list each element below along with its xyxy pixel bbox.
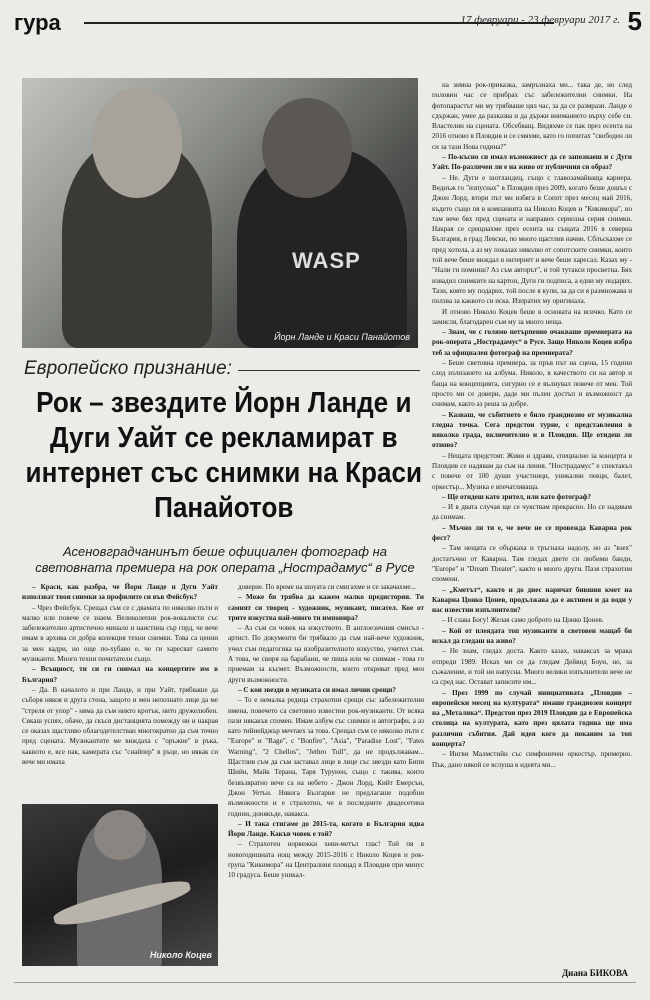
page-number: 5 xyxy=(627,6,642,36)
text-column-3 xyxy=(432,80,632,960)
interview-answer: – Да. В началото и при Ланде, и при Уайт, трябваше да съборя някоя и друга стена, защото и мен непознато лице да ме "стреля от упор" - няма да съм никто кротък, нито дружелюбен. Сякаш успях, обаче, да скъся дистанцията помежду ни и накрая се оказах щастливо облагодетелстван многократно да съм точно пред сцената. Музикантите ме виждаха с "оръжие" в ръка, каквото е, все пак, камерата със "снайпер" в ръце, но някак си вече ми имаха xyxy=(22,685,218,767)
interview-question: – С кои звезди в музиката си имал лични срещи? xyxy=(238,685,396,694)
interview-question: – И така стигаме до 2015-та, когато в България идва Йорн Ланде. Какъв човек е той? xyxy=(228,819,424,839)
interview-question: – Може би трябва да кажем малко предистория. Ти самият си творец - художник, музикант, писател. Кое от трите изкуства най-много ти импонира? xyxy=(228,593,424,622)
guitarist-head xyxy=(94,810,146,860)
interview-answer: – Беше световна премиера, за пръв път на сцена, 15 години след излизането на албума. Николо, в качеството си на автор и баща на концепцията, сигурно се е вълнувал повече от мен. Той просто ми се довери, даде ми пълен достъп и възможност да снимам, както аз реша за добре. xyxy=(432,359,632,409)
interview-question: – Всъщност, ти си ги снимал на концертите им в България? xyxy=(22,665,218,684)
interview-answer: – То е немалка редица страхотни срещи със забележителни имена, повечето са световно известни рок-музиканти. От всяка пази някакъв спомен. Имам албум със снимки и автографи, а аз като тийнейджър мечтаех за това. Срещал съм се няколко пъти с "Europe" и "Rage", с "Bonfire", "Asia", "Paradise Lost", "Fates Warning", "2 Chellos", "Jethro Tull", да не продължавам... Щастлив съм да съм заставал лице в лице със звезди като Бипи Шийн, Майк Терана, Таря Турунен, също с такива, които безвъзвратно вече са на небето - Джон Лорд, Кийт Емерсън, Джон Уетън. Някога България не предлагаше подобни възможности и е страхотно, че в последните двадесетина години, донякъде, навакса. xyxy=(228,696,424,818)
interview-question: – По-късно си имал възможност да се запознаеш и с Дуги Уайт. По-различен ли е на живо от публичния си образ? xyxy=(432,153,632,172)
interview-answer: – Страхотен норвежки хеви-метъл глас! Той пя в новогодишната нощ между 2015-2016 с Николо Коцев и рок-група "Кикимора" на Централния площад в Пловдив при минус 10 градуса. Беше уникал- xyxy=(228,840,424,880)
interview-question: – Казваш, че събитието е било грандиозно от музикална гледна точка. Сега предстои турне, с представления в няколко града, включително и в Пловдив. Ще отидеш ли отново? xyxy=(432,410,632,450)
bottom-photo xyxy=(22,804,218,966)
interview-answer: – Там нещата се объркаха и тръгнаха надолу, но аз "взех" достатъчно от Каварна. Там гледах двете си любими банди, "Europe" и "Dream Theater", както и много други. Пазя страхотни спомени. xyxy=(432,544,632,584)
interview-question: – Краси, как разбра, че Йорн Ланде и Дуги Уайт използват твои снимки за профилите си във Фейсбук? xyxy=(22,583,218,602)
article-kicker: Европейско признание: xyxy=(24,358,232,379)
interview-answer: И отново Николо Коцев беше в основата на всичко. Като се замисля, благодарен съм му за много неща. xyxy=(432,307,632,326)
interview-question: – Мъчно ли ти е, че вече не се провежда Каварна рок фест? xyxy=(432,523,632,543)
interview-answer: – Ингви Малмстийн със симфоничен оркестър, примерно. Пък, дано някой се вслуша в идеята ми... xyxy=(432,750,632,769)
section-name: гура xyxy=(14,10,61,35)
interview-question: – „Кметът“, както и до днес наричат бившия кмет на Каварна Цонко Цонев, продължава да е активен и да води у нас известни изпълнители? xyxy=(432,585,632,615)
interview-answer: на зимна рок-приказка, замръзнаха ми... така де, но след половин час се прибрах със забележителни снимки. На фотопарастът ми му трябваше цял час, за да се размрази. Ланде е сдържан, умее да разказва и да държи вниманието върху себе си. Властелин на сцената. Обсебващ. Видяхме се пак през есента на 2016 отново в Пловдив и се смяхме, като го попитах "свободен ли си за тази Нова година?" xyxy=(432,81,632,151)
interview-answer: – Чрез Фейсбук. Срещал съм се с двамата по няколко пъти и малко или повече се знаем. Великолепни рок-вокалисти със забележително артистично минало и наистина сър горд, че вече имам в архива си добра колекция техни снимки. Това са ценни за мен кадри, но още по-хубаво е, че ги харесват самите музиканти. Много техни почитатели също. xyxy=(22,603,218,664)
kicker-rule xyxy=(238,370,420,371)
issue-dates: 17 февруари - 23 февруари 2017 г. xyxy=(460,14,620,26)
interview-answer: – Аз съм си човек на изкуството. В англоезичния смисъл - артист. По документи би трябвало да съм най-вече художник, учил съм педагогика на изобразителното изкуство, учител съм. А това, че свиря на барабани, че пиша или че снимам - това го приемам за късмет. Възможности, които откриват пред мен други възможности. xyxy=(228,624,424,684)
text-column-1 xyxy=(22,582,218,800)
photo-figure-left-head xyxy=(92,88,182,198)
article-headline: Рок – звездите Йорн Ланде и Дуги Уайт се рекламират в интернет със снимки на Краси Панайотов xyxy=(25,387,423,524)
text-column-2 xyxy=(228,582,424,970)
interview-answer: доверие. По време на шоуата си смигахме и се закачахме... xyxy=(238,583,416,591)
article-subheadline: Асеновградчанинът беше официален фотограф на световната премиера на рок операта „Нострадамус“ в Русе xyxy=(35,544,415,575)
interview-question: – Знам, че с голямо нетърпение очакваше премиерата на рок-операта „Нострадамус“ в Русе. Защо Николо Коцев избра теб за официален фотограф на премиерата? xyxy=(432,328,632,357)
page-header xyxy=(0,0,650,40)
interview-answer: – И в двата случая ще се чувствам прекрасно. Но се надявам да снимам. xyxy=(432,503,632,522)
shirt-print: WASP xyxy=(292,248,361,273)
interview-question: – През 1999 по случай инициативата „Пловдив – европейски месец на културата“ имаше грандиозен концерт на „Металика“. Предстои през 2019 Пловдив да е Европейска столица на културата, като през цялата година ще има различни събития. Дай идея кого да поканим за топ концерта? xyxy=(432,688,632,748)
article-author: Диана БИКОВА xyxy=(561,968,628,978)
photo-figure-right-head xyxy=(262,98,352,198)
interview-answer: – Не. Дуги е шотландец, също с главозамайваща кариера. Веднъж го "изпуснах" в Пловдив през 2009, когато беше дошъл с Джон Лорд, втори път ми избяга в Сопот през месец май 2016, където също пя в компанията на Николо Коцев и "Кикимора", но там вече бях пред сцената и направих сериозна серия снимки. Накрая се срещнахме през есента на същата 2016 в северна България, в град Левски, по много щастлив начин. Сблъскахме се пред хотела, а аз му показах няколко от сопотските снимки, които той вече беше виждал в интернет и вече беше харесал. Казах му - "Нали ги помниш? Аз съм авторът", и той тутакси просветна. Бях извадил снимките на картон, Дуги ги подписа, а едни му подарих. Тази, която му подарих, той после я купи, за да си я размножава и ползва за каквото си иска. Изпратих му оригинала. xyxy=(432,173,632,306)
top-photo xyxy=(22,78,418,348)
top-photo-caption: Йорн Ланде и Краси Панайотов xyxy=(274,332,410,342)
interview-answer: – Нещата предстоят. Живи и здрави, специално за концерта в Пловдив се надявам да съм на линия. "Нострадамус" е спектакъл с повече от 100 души участници, уникални певци, балет, оркестър... Музика е впечатляваща. xyxy=(432,451,632,491)
interview-answer: – И слава Богу! Желая само доброто на Цонко Цонев. xyxy=(442,616,604,625)
interview-answer: – Не знам, гледах доста. Както казах, наваксах за мрака отпреди 1989. Исках ми се да гледам Дейвид Боуи, но, за съжаление, и той ни напусна. Много велики изпълнители вече не са сред нас. Остават записите им... xyxy=(432,647,632,687)
bottom-photo-caption: Николо Коцев xyxy=(149,950,212,960)
page-bottom-rule xyxy=(14,982,636,983)
interview-question: – Кой от плеядата топ музиканти в световен мащаб би искал да гледаш на живо? xyxy=(432,626,632,646)
interview-question: – Ще отидеш като зрител, или като фотограф? xyxy=(442,492,592,501)
